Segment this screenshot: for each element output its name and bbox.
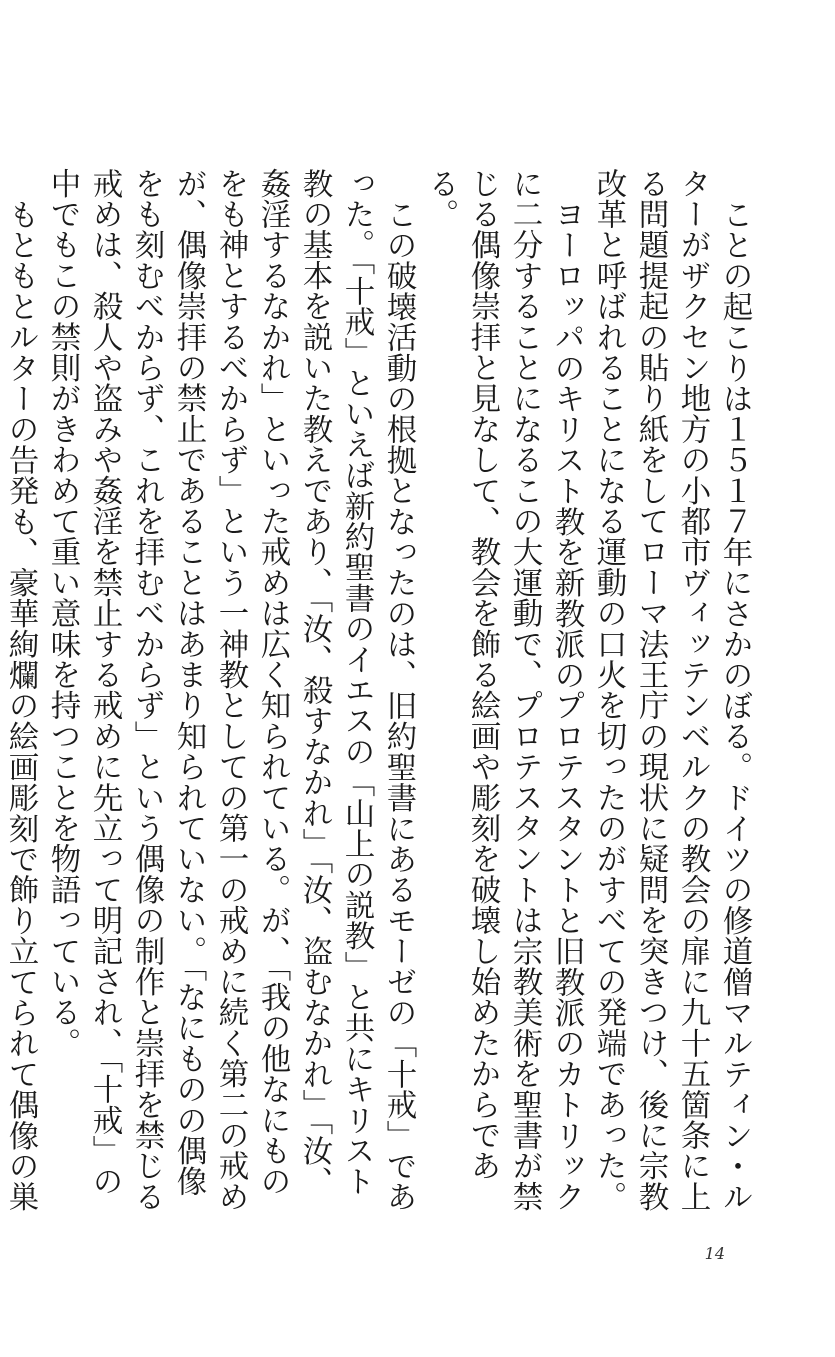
- paragraph-3: この破壊活動の根拠となったのは、旧約聖書にあるモーゼの「十戒」であった。「十戒」といえば新約聖書のイエスの「山上の説教」と共にキリスト教の基本を説いた教えであり、「汝、殺すなかれ」「汝、盗むなかれ」「汝、姦淫するなかれ」といった戒めは広く知られている。が、「我の他なにものをも神とするべからず」という一神教としての第一の戒めに続く第二の戒めが、偶像崇拝の禁止であることはあまり知られていない。「なにものの偶像をも刻むべからず、これを拝むべからず」という偶像の制作と崇拝を禁じる戒めは、殺人や盗みや姦淫を禁止する戒めに先立って明記され、「十戒」の中でもこの禁則がきわめて重い意味を持つことを物語っている。: [45, 168, 416, 1212]
- paragraph-1: ことの起こりは１５１７年にさかのぼる。ドイツの修道僧マルティン・ルターがザクセン地方の小都市ヴィッテンベルクの教会の扉に九十五箇条に上る問題提起の貼り紙をしてローマ法王庁の現状に疑問を突きつけ、後に宗教改革と呼ばれることになる運動の口火を切ったのがすべての発端であった。: [591, 168, 752, 1212]
- paragraph-4: もともとルターの告発も、豪華絢爛の絵画彫刻で飾り立てられて偶像の巣: [3, 198, 38, 1212]
- body-text: [0, 168, 755, 1218]
- paragraph-2: ヨーロッパのキリスト教を新教派のプロテスタントと旧教派のカトリックに二分することになるこの大運動で、プロテスタントは宗教美術を聖書が禁じる偶像崇拝と見なして、教会を飾る絵画や彫刻を破壊し始めたからである。: [423, 168, 584, 1212]
- page-number: 14: [704, 1244, 725, 1263]
